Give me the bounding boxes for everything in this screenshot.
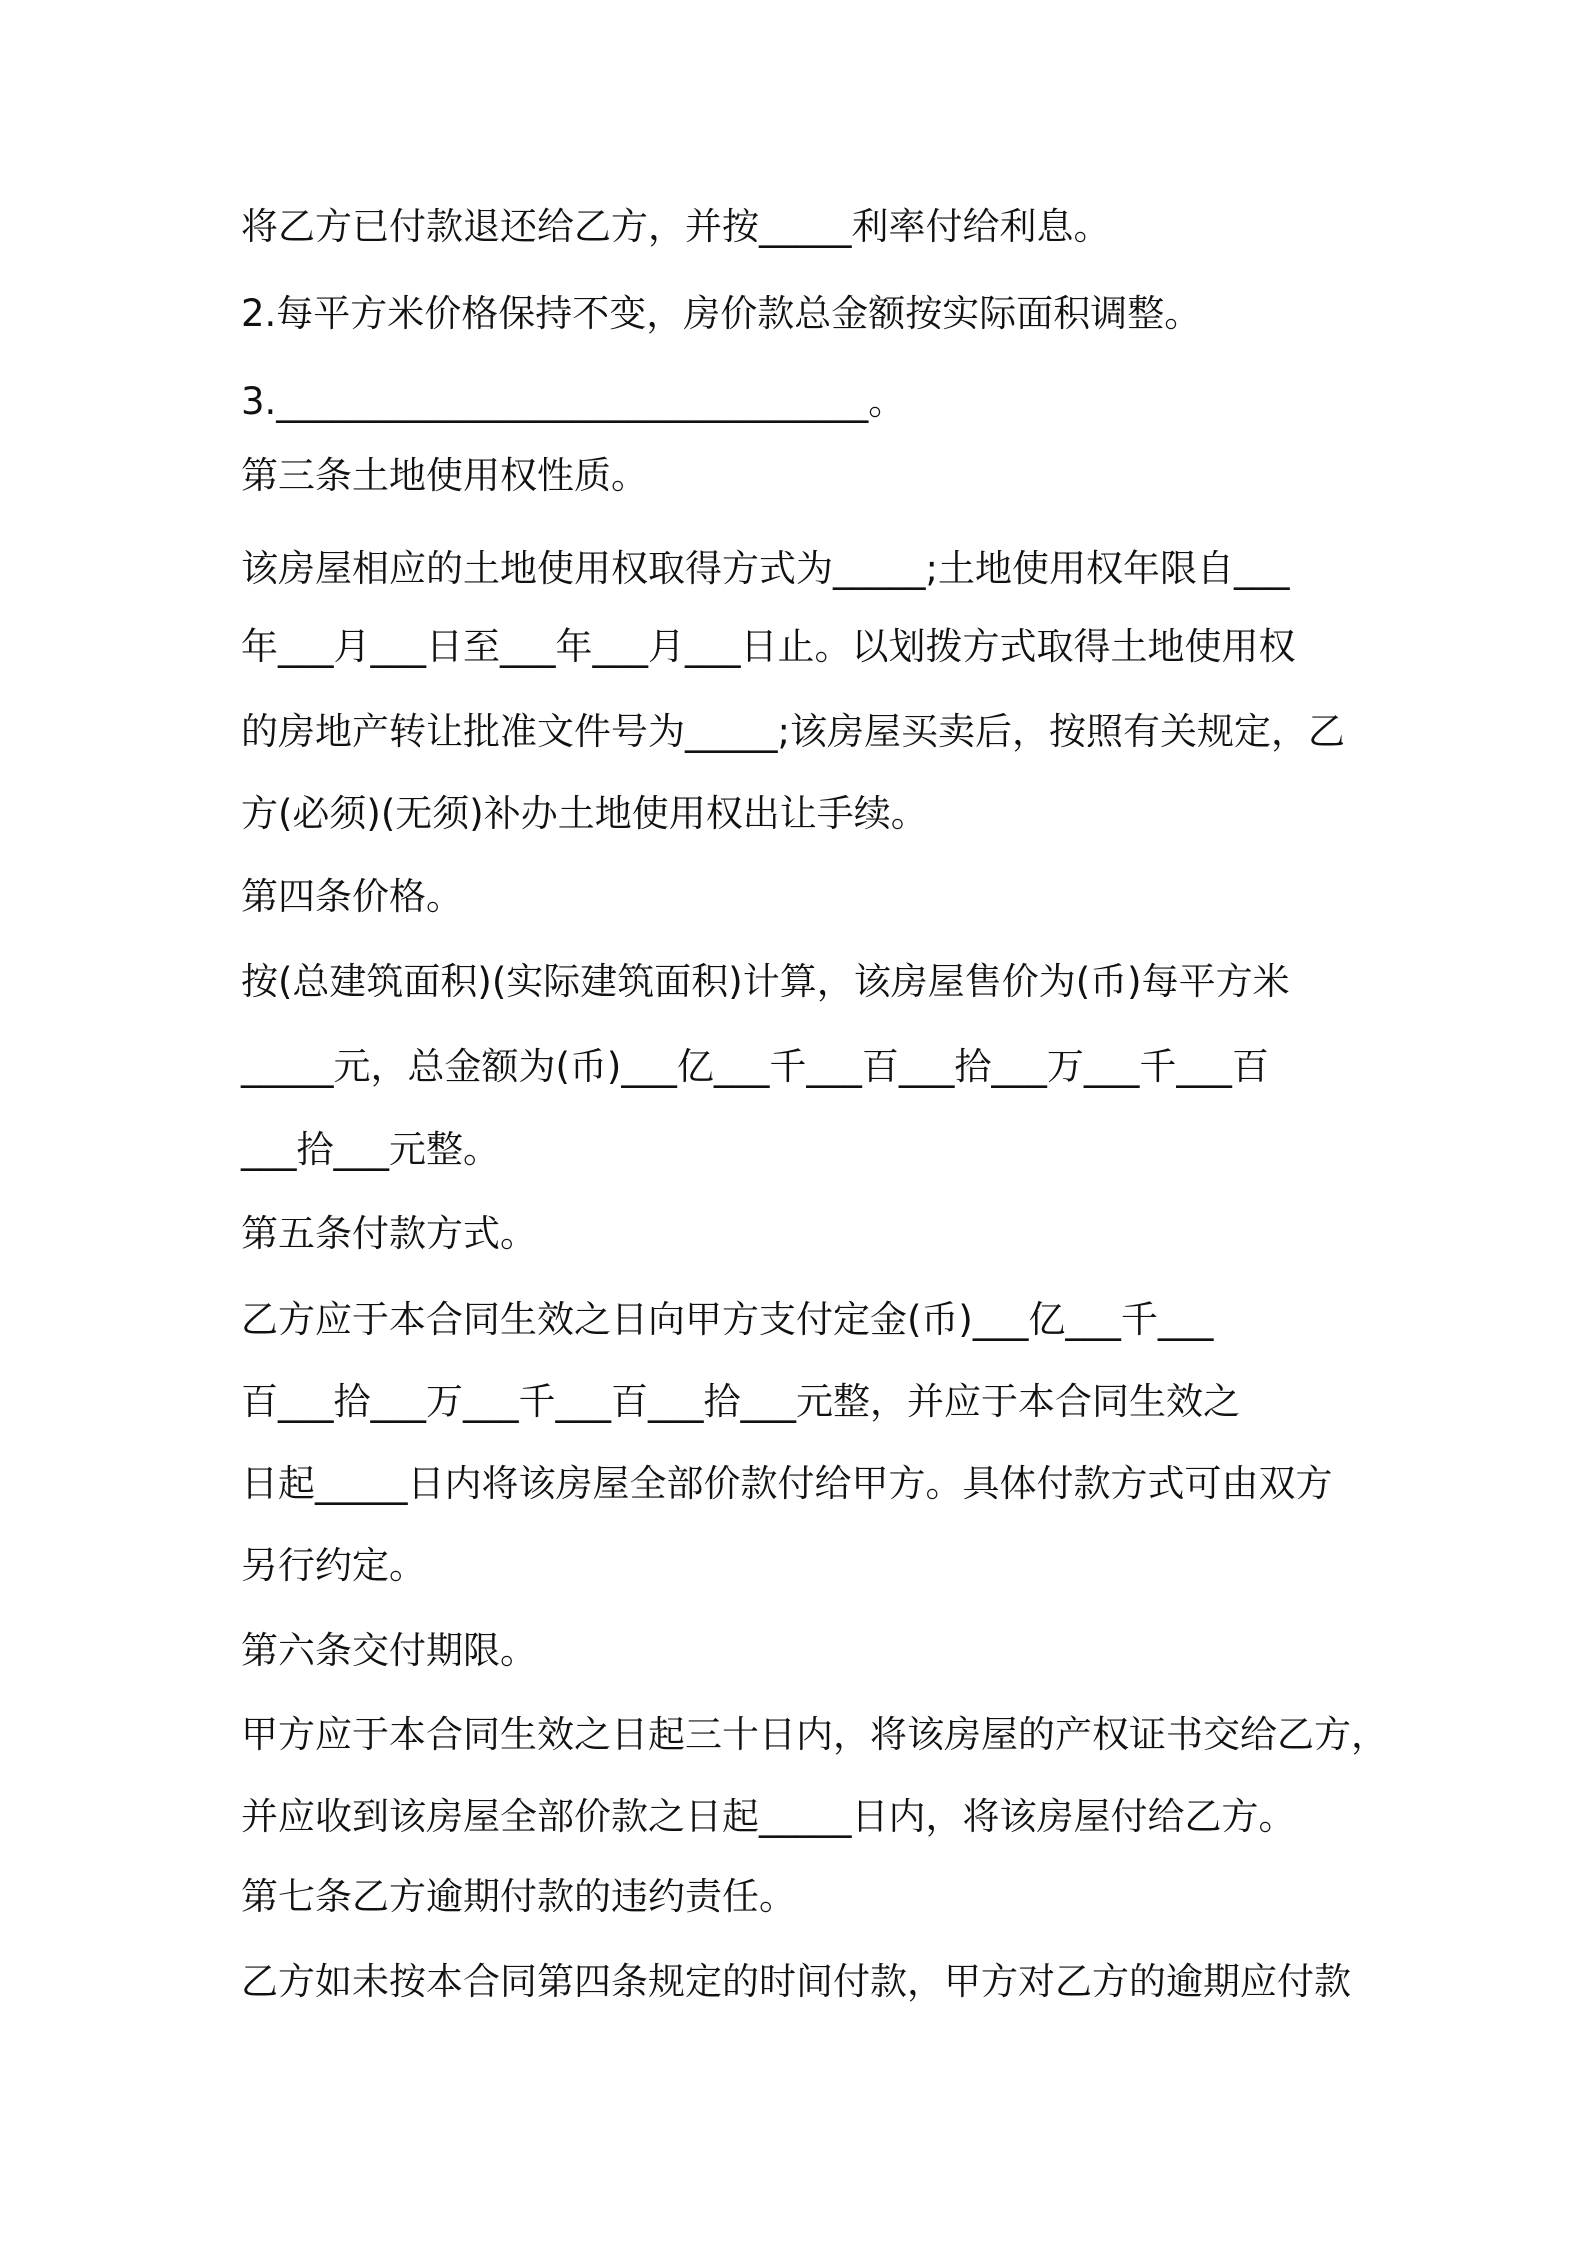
- section-heading: 第七条乙方逾期付款的违约责任。: [241, 1875, 796, 1918]
- paragraph-line: 按(总建筑面积)(实际建筑面积)计算，该房屋售价为(币)每平方米: [241, 960, 1290, 1003]
- section-heading: 第五条付款方式。: [241, 1212, 537, 1255]
- paragraph-line: 日起_____日内将该房屋全部价款付给甲方。具体付款方式可由双方: [241, 1462, 1333, 1505]
- section-heading: 第四条价格。: [241, 875, 463, 918]
- paragraph-line: 2.每平方米价格保持不变，房价款总金额按实际面积调整。: [241, 292, 1202, 335]
- section-heading: 第六条交付期限。: [241, 1629, 537, 1672]
- paragraph-line: 并应收到该房屋全部价款之日起_____日内，将该房屋付给乙方。: [241, 1795, 1296, 1838]
- paragraph-line: 百___拾___万___千___百___拾___元整，并应于本合同生效之: [241, 1380, 1240, 1423]
- paragraph-line: 乙方如未按本合同第四条规定的时间付款，甲方对乙方的逾期应付款: [241, 1960, 1351, 2003]
- paragraph-line: 将乙方已付款退还给乙方，并按_____利率付给利息。: [241, 205, 1111, 248]
- paragraph-line: 的房地产转让批准文件号为_____;该房屋买卖后，按照有关规定，乙: [241, 710, 1345, 753]
- paragraph-line: 方(必须)(无须)补办土地使用权出让手续。: [241, 792, 928, 835]
- paragraph-line: 另行约定。: [241, 1544, 426, 1587]
- paragraph-line: ___拾___元整。: [241, 1128, 500, 1171]
- section-heading: 第三条土地使用权性质。: [241, 454, 648, 497]
- paragraph-line: 该房屋相应的土地使用权取得方式为_____;土地使用权年限自___: [241, 547, 1290, 590]
- paragraph-line: 乙方应于本合同生效之日向甲方支付定金(币)___亿___千___: [241, 1298, 1214, 1341]
- paragraph-line: 甲方应于本合同生效之日起三十日内，将该房屋的产权证书交给乙方，: [241, 1713, 1388, 1756]
- paragraph-line: 3.________________________________。: [241, 380, 906, 423]
- paragraph-line: 年___月___日至___年___月___日止。以划拨方式取得土地使用权: [241, 625, 1296, 668]
- paragraph-line: _____元，总金额为(币)___亿___千___百___拾___万___千___百: [241, 1045, 1269, 1088]
